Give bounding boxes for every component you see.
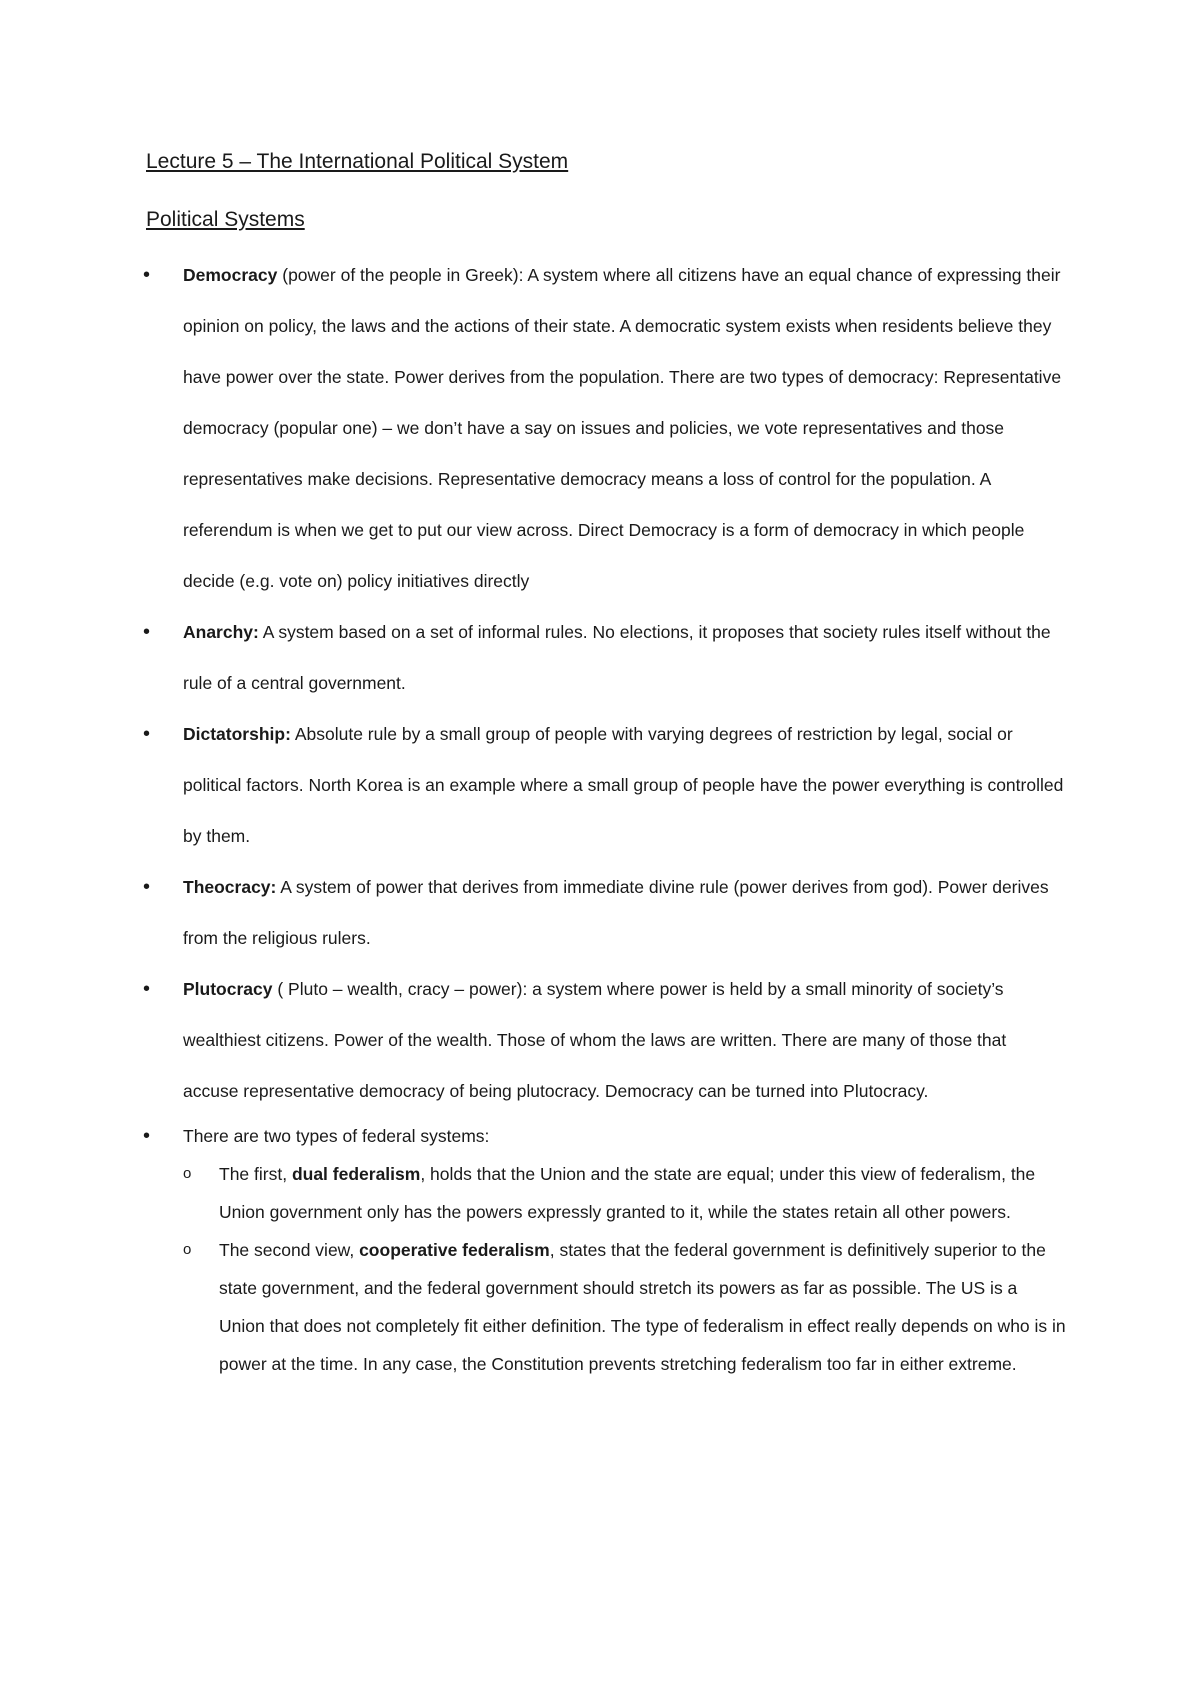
definition-plutocracy: ( Pluto – wealth, cracy – power): a system where power is held by a small minority of society’s wealthiest citizens. Power of the wealth. Those of whom the laws are written. There are many of those that accuse representative democracy of being plutocracy. Democracy can be turned into Plutocracy. [183,979,1007,1101]
section-heading: Political Systems [146,208,305,231]
political-systems-list [146,250,1066,1383]
list-item-anarchy [146,607,1066,709]
definition-cooperative-federalism: , states that the federal government is definitively superior to the state government, and the federal government should stretch its powers as far as possible. The US is a Union that does not completely fit either definition. The type of federalism in effect really depends on who is in power at the time. In any case, the Constitution prevents stretching federalism too far in either extreme. [219,1240,1066,1374]
definition-theocracy: A system of power that derives from immediate divine rule (power derives from god). Power derives from the religious rulers. [183,877,1049,948]
term-dual-federalism: dual federalism [291,1164,421,1184]
document-body [146,148,1066,1383]
term-dictatorship: Dictatorship: [183,724,291,744]
list-item-theocracy [146,862,1066,964]
sub-item-cooperative-federalism [146,1231,1066,1383]
term-theocracy: Theocracy: [183,877,277,897]
sub-item-dual-federalism [146,1155,1066,1231]
term-democracy: Democracy [183,265,278,285]
definition-democracy: (power of the people in Greek): A system where all citizens have an equal chance of expressing their opinion on policy, the laws and the actions of their state. A democratic system exists when residents believe they have power over the state. Power derives from the population. There are two types of democracy: Representative democracy (popular one) – we don’t have a say on issues and policies, we vote representatives and those representatives make decisions. Representative democracy means a loss of control for the population. A referendum is when we get to put our view across. Direct Democracy is a form of democracy in which people decide (e.g. vote on) policy initiatives directly [183,265,1062,591]
list-item-democracy [146,250,1066,607]
federal-intro: There are two types of federal systems: [183,1126,490,1146]
federal-sub-list [183,1155,1066,1383]
list-item-federal-systems [146,1117,1066,1383]
definition-dictatorship: Absolute rule by a small group of people with varying degrees of restriction by legal, social or political factors. North Korea is an example where a small group of people have the power everything is controlled by them. [183,724,1064,846]
list-item-plutocracy [146,964,1066,1117]
sub-prefix: The first, [219,1164,292,1184]
page-title: Lecture 5 – The International Political System [146,150,569,173]
term-cooperative-federalism: cooperative federalism [359,1240,550,1260]
term-plutocracy: Plutocracy [183,979,273,999]
definition-anarchy: A system based on a set of informal rules. No elections, it proposes that society rules itself without the rule of a central government. [183,622,1051,693]
term-anarchy: Anarchy: [183,622,259,642]
definition-dual-federalism: , holds that the Union and the state are equal; under this view of federalism, the Union government only has the powers expressly granted to it, while the states retain all other powers. [219,1164,1036,1222]
sub-prefix: The second view, [219,1240,360,1260]
list-item-dictatorship [146,709,1066,862]
